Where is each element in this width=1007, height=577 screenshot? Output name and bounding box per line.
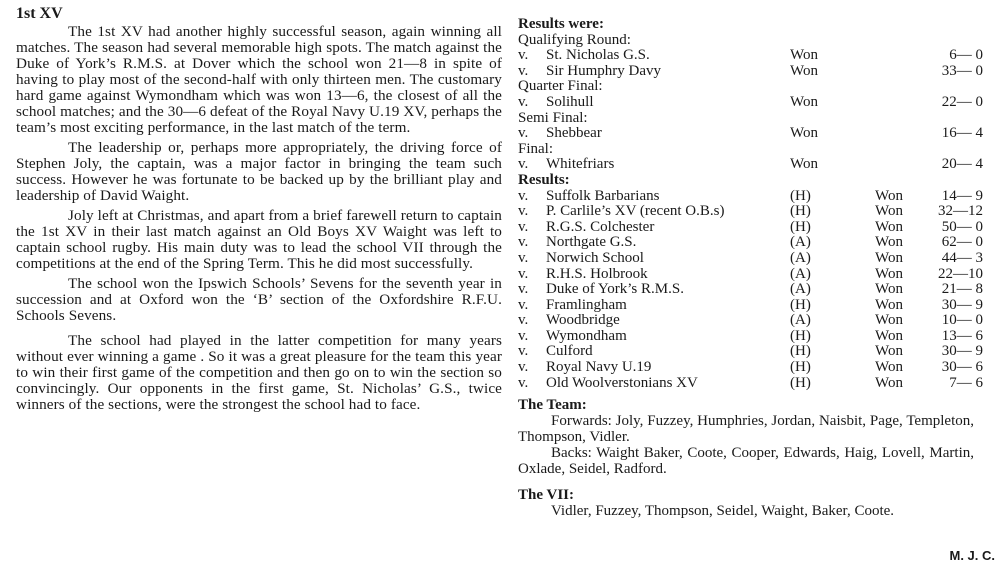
vii-heading: The VII: (518, 487, 574, 504)
match-result: Won (875, 374, 903, 391)
match-result: Won (875, 359, 903, 376)
match-result: Won (790, 156, 818, 173)
match-row (518, 220, 988, 236)
round-label: Final: (518, 140, 554, 157)
round-label: Qualifying Round: (518, 31, 631, 48)
paragraph: The leadership or, perhaps more appropriately, the driving force of Stephen Joly, the captain, was a major factor in bringing the team such success. However he was fortunate to be backed up by the brilliant play and leadership of David Waight. (16, 139, 502, 204)
match-row (518, 282, 988, 298)
match-result: Won (875, 265, 903, 282)
versus-label: v. (518, 249, 529, 266)
match-row (518, 48, 988, 64)
opponent-name: P. Carlile’s XV (recent O.B.s) (546, 203, 725, 220)
match-venue: (A) (790, 249, 811, 266)
paragraph: The 1st XV had another highly successful season, again winning all matches. The season had several memorable high spots. The match against the Duke of York’s R.M.S. at Dover which the school won 21—8 in spite of having to play most of the second-half with only thirteen men. The customary hard game against Wymondham which was won 13—6, the closest of all the school matches; and the 30—6 defeat of the Royal Navy U.19 XV, perhaps the team’s most exciting performance, in the last match of the term. (16, 23, 502, 136)
match-result: Won (790, 62, 818, 79)
team-heading: The Team: (518, 397, 587, 414)
opponent-name: R.G.S. Colchester (546, 218, 655, 235)
team-forwards: Forwards: Joly, Fuzzey, Humphries, Jordan, Naisbit, Page, Templeton, Thompson, Vidler. (518, 413, 974, 446)
opponent-name: Whitefriars (546, 156, 615, 173)
opponent-name: Duke of York’s R.M.S. (546, 281, 684, 298)
match-score: 30— 6 (941, 359, 983, 376)
match-result: Won (875, 296, 903, 313)
match-score: 20— 4 (941, 156, 983, 173)
match-row (518, 360, 988, 376)
match-row (518, 235, 988, 251)
sevens-results-heading: Results were: (518, 16, 604, 32)
match-row (518, 298, 988, 314)
match-row (518, 376, 988, 392)
match-row (518, 267, 988, 283)
opponent-name: Wymondham (546, 327, 627, 344)
round-label: Quarter Final: (518, 78, 603, 95)
match-row (518, 157, 988, 173)
match-result: Won (790, 125, 818, 142)
match-score: 62— 0 (941, 234, 983, 251)
match-venue: (A) (790, 265, 811, 282)
opponent-name: Framlingham (546, 296, 627, 313)
article-title: 1st XV (16, 5, 63, 22)
match-result: Won (875, 249, 903, 266)
versus-label: v. (518, 125, 529, 142)
versus-label: v. (518, 281, 529, 298)
match-score: 44— 3 (941, 249, 983, 266)
versus-label: v. (518, 359, 529, 376)
match-row (518, 251, 988, 267)
match-result: Won (790, 47, 818, 64)
match-result: Won (875, 187, 903, 204)
match-result: Won (875, 327, 903, 344)
versus-label: v. (518, 218, 529, 235)
paragraph: The school had played in the latter competition for many years without ever winning a game . So it was a great pleasure for the team this year to win their first game of the competition and then go on to win the section so convincingly. Our opponents in the first game, St. Nicholas’ G.S., twice winners of the sections, were the strongest the school had to face. (16, 332, 502, 413)
opponent-name: Northgate G.S. (546, 234, 637, 251)
opponent-name: Suffolk Barbarians (546, 187, 660, 204)
match-row (518, 126, 988, 142)
opponent-name: St. Nicholas G.S. (546, 47, 650, 64)
match-venue: (A) (790, 312, 811, 329)
match-result: Won (875, 203, 903, 220)
match-result: Won (875, 343, 903, 360)
versus-label: v. (518, 312, 529, 329)
article-column (16, 4, 502, 413)
versus-label: v. (518, 234, 529, 251)
opponent-name: Shebbear (546, 125, 602, 142)
match-row (518, 189, 988, 205)
match-venue: (A) (790, 281, 811, 298)
match-venue: (H) (790, 327, 811, 344)
versus-label: v. (518, 327, 529, 344)
match-row (518, 329, 988, 345)
match-venue: (H) (790, 203, 811, 220)
round-label: Semi Final: (518, 109, 588, 126)
versus-label: v. (518, 343, 529, 360)
match-row (518, 95, 988, 111)
season-results (518, 189, 988, 392)
match-venue: (H) (790, 343, 811, 360)
match-row (518, 64, 988, 80)
opponent-name: Old Woolverstonians XV (546, 374, 698, 391)
match-score: 7— 6 (949, 374, 983, 391)
opponent-name: Norwich School (546, 249, 644, 266)
opponent-name: Royal Navy U.19 (546, 359, 652, 376)
match-venue: (H) (790, 374, 811, 391)
season-results-heading: Results: (518, 171, 570, 188)
match-row (518, 313, 988, 329)
vii-players: Vidler, Fuzzey, Thompson, Seidel, Waight, Baker, Coote. (551, 503, 895, 520)
match-venue: (A) (790, 234, 811, 251)
match-venue: (H) (790, 187, 811, 204)
match-score: 10— 0 (941, 312, 983, 329)
opponent-name: Solihull (546, 93, 594, 110)
match-venue: (H) (790, 359, 811, 376)
opponent-name: Woodbridge (546, 312, 620, 329)
match-score: 13— 6 (941, 327, 983, 344)
match-score: 33— 0 (941, 62, 983, 79)
match-score: 30— 9 (941, 296, 983, 313)
versus-label: v. (518, 296, 529, 313)
match-result: Won (790, 93, 818, 110)
versus-label: v. (518, 374, 529, 391)
opponent-name: R.H.S. Holbrook (546, 265, 648, 282)
match-score: 32—12 (938, 203, 983, 220)
match-result: Won (875, 218, 903, 235)
results-column (518, 4, 988, 519)
paragraph: The school won the Ipswich Schools’ Sevens for the seventh year in succession and at Oxford won the ‘B’ section of the Oxfordshire R.F.U. Schools Sevens. (16, 275, 502, 324)
match-venue: (H) (790, 218, 811, 235)
opponent-name: Sir Humphry Davy (546, 62, 661, 79)
match-score: 16— 4 (941, 125, 983, 142)
match-venue: (H) (790, 296, 811, 313)
match-score: 14— 9 (941, 187, 983, 204)
match-result: Won (875, 234, 903, 251)
versus-label: v. (518, 47, 529, 64)
paragraph: Joly left at Christmas, and apart from a brief farewell return to captain the 1st XV in their last match against an Old Boys XV Waight was left to captain school rugby. His main duty was to lead the school VII through the competitions at the end of the Spring Term. This he did most successfully. (16, 207, 502, 272)
signature: M. J. C. (949, 548, 995, 563)
versus-label: v. (518, 265, 529, 282)
match-row (518, 344, 988, 360)
match-score: 21— 8 (941, 281, 983, 298)
opponent-name: Culford (546, 343, 593, 360)
match-row (518, 204, 988, 220)
match-score: 30— 9 (941, 343, 983, 360)
versus-label: v. (518, 93, 529, 110)
sevens-results (518, 33, 988, 173)
match-score: 22— 0 (941, 93, 983, 110)
match-score: 6— 0 (949, 47, 983, 64)
team-backs: Backs: Waight Baker, Coote, Cooper, Edwards, Haig, Lovell, Martin, Oxlade, Seidel, Radford. (518, 445, 974, 478)
versus-label: v. (518, 203, 529, 220)
match-score: 50— 0 (941, 218, 983, 235)
versus-label: v. (518, 156, 529, 173)
match-result: Won (875, 312, 903, 329)
versus-label: v. (518, 187, 529, 204)
match-result: Won (875, 281, 903, 298)
match-score: 22—10 (938, 265, 983, 282)
versus-label: v. (518, 62, 529, 79)
